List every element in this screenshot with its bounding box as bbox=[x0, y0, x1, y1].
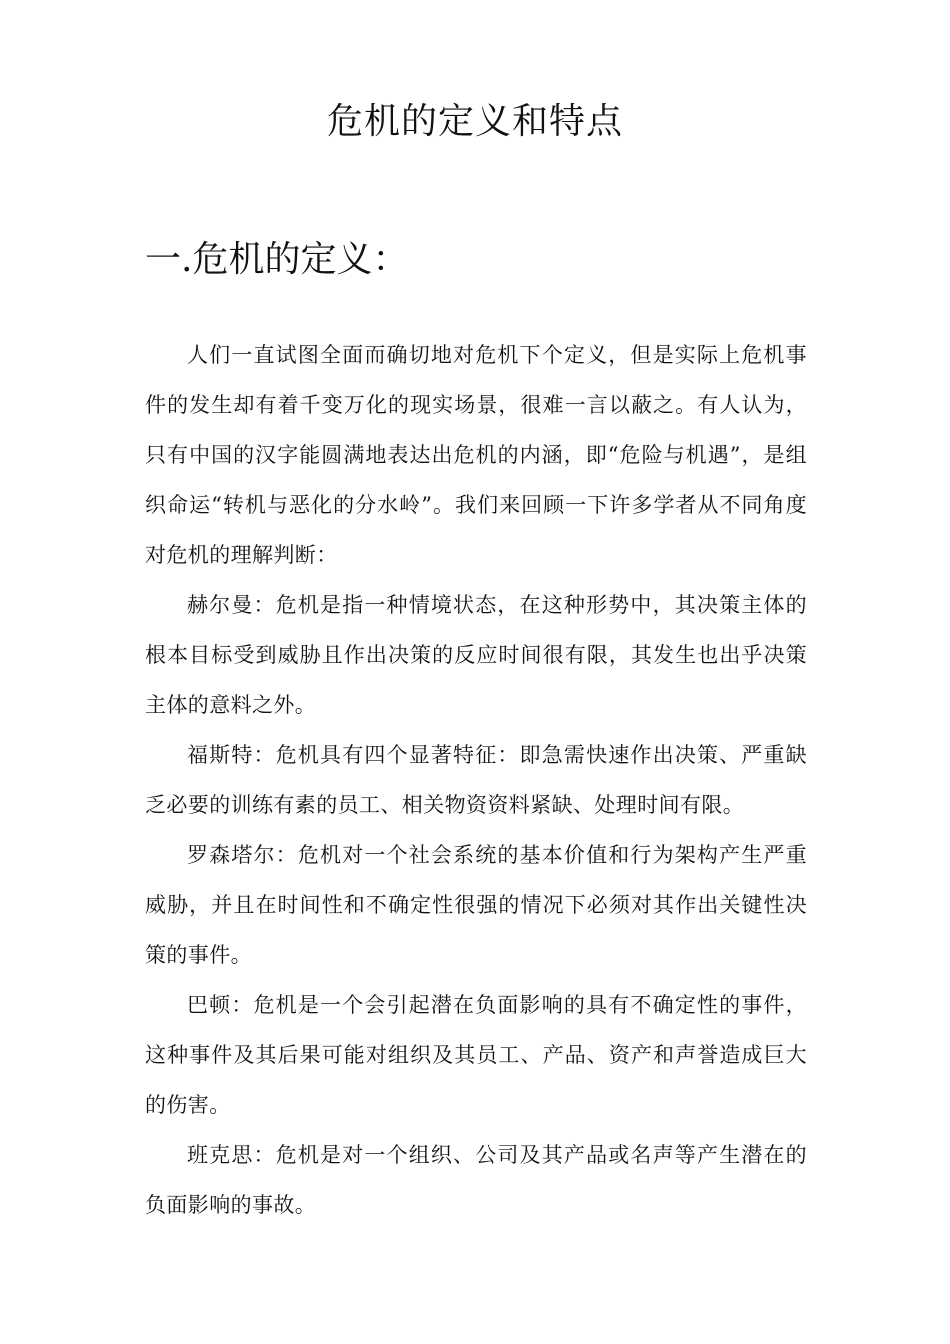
paragraph-rosenthal: 罗森塔尔：危机对一个社会系统的基本价值和行为架构产生严重威胁，并且在时间性和不确定性很强的情况下必须对其作出关键性决策的事件。 bbox=[145, 843, 807, 967]
paragraph-foster: 福斯特：危机具有四个显著特征：即急需快速作出决策、严重缺乏必要的训练有素的员工、相关物资资料紧缺、处理时间有限。 bbox=[145, 743, 807, 817]
body-text bbox=[145, 330, 807, 1230]
section-heading: 一.危机的定义： bbox=[145, 239, 409, 280]
paragraph-barton: 巴顿：危机是一个会引起潜在负面影响的具有不确定性的事件，这种事件及其后果可能对组织及其员工、产品、资产和声誉造成巨大的伤害。 bbox=[145, 993, 807, 1117]
paragraph-banks: 班克思：危机是对一个组织、公司及其产品或名声等产生潜在的负面影响的事故。 bbox=[145, 1143, 807, 1217]
paragraph-hermann: 赫尔曼：危机是指一种情境状态，在这种形势中，其决策主体的根本目标受到威胁且作出决策的反应时间很有限，其发生也出乎决策主体的意料之外。 bbox=[145, 593, 807, 717]
paragraph-intro: 人们一直试图全面而确切地对危机下个定义，但是实际上危机事件的发生却有着千变万化的现实场景，很难一言以蔽之。有人认为，只有中国的汉字能圆满地表达出危机的内涵，即“危险与机遇”，是组织命运“转机与恶化的分水岭”。我们来回顾一下许多学者从不同角度对危机的理解判断： bbox=[145, 343, 807, 567]
document-title: 危机的定义和特点 bbox=[326, 101, 623, 142]
